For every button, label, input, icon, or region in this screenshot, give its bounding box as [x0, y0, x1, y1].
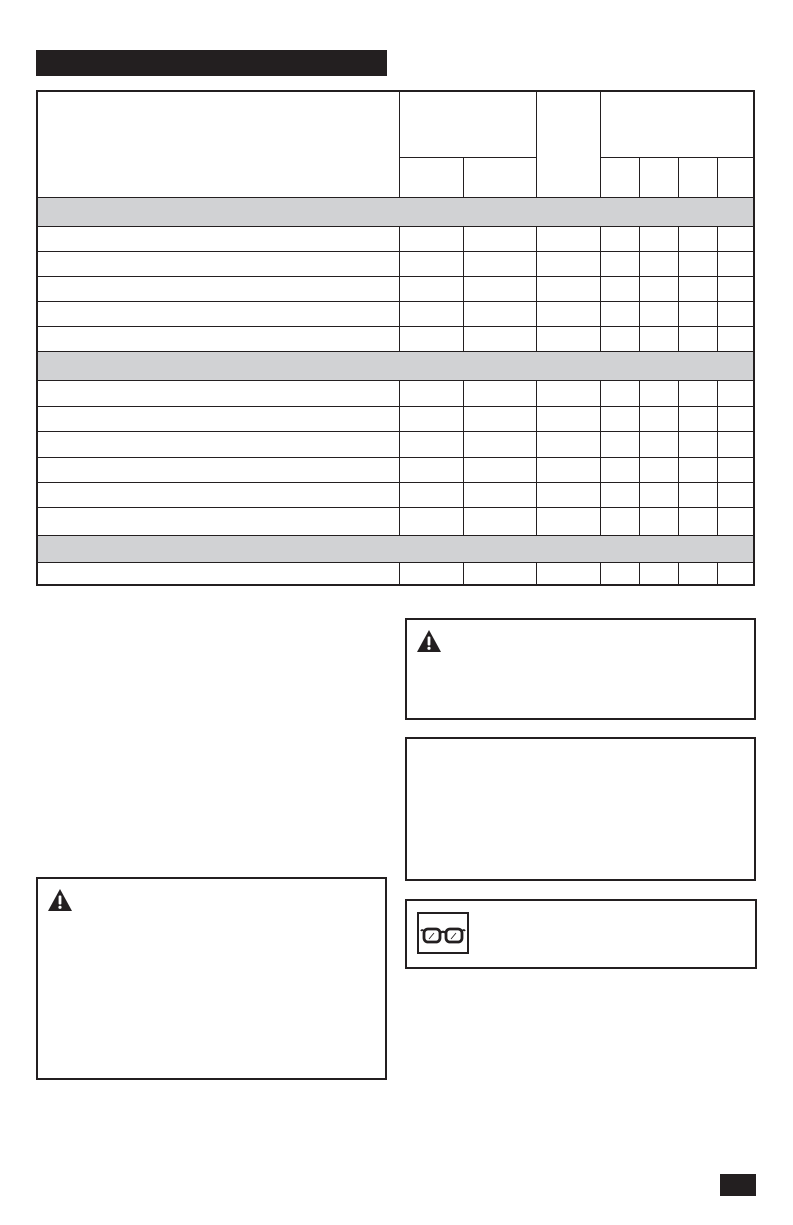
row-rule: [38, 431, 753, 432]
table-row: [38, 507, 753, 535]
column-rule: [536, 226, 537, 351]
column-rule: [639, 380, 640, 535]
left-body-text-column: [36, 605, 387, 865]
column-rule: [717, 226, 718, 351]
column-rule: [678, 157, 679, 198]
header-subdivider: [600, 157, 753, 158]
warning-box-right: [405, 618, 756, 720]
column-rule: [600, 562, 601, 584]
column-rule: [600, 226, 601, 351]
table-row: [38, 380, 753, 406]
column-rule: [717, 562, 718, 584]
notice-box: [405, 737, 756, 881]
table-row: [38, 457, 753, 482]
column-rule: [600, 92, 601, 198]
table-row: [38, 431, 753, 457]
table-row: [38, 482, 753, 507]
column-rule: [536, 380, 537, 535]
table-row: [38, 301, 753, 326]
section-band-1: [38, 197, 753, 226]
column-rule: [678, 380, 679, 535]
column-rule: [399, 380, 400, 535]
row-rule: [38, 380, 753, 381]
column-rule: [639, 226, 640, 351]
eye-protection-box: [405, 899, 757, 969]
row-rule: [38, 326, 753, 327]
table-header-group-b: [600, 92, 753, 157]
warning-triangle-icon: [47, 888, 73, 912]
column-rule: [678, 226, 679, 351]
section-band-3: [38, 535, 753, 562]
column-rule: [536, 562, 537, 584]
row-rule: [38, 507, 753, 508]
table-row: [38, 406, 753, 431]
column-rule: [536, 92, 537, 198]
column-rule: [717, 380, 718, 535]
column-rule: [399, 226, 400, 351]
table-header-single-column: [536, 92, 600, 197]
table-row: [38, 226, 753, 251]
section-band-2: [38, 351, 753, 380]
table-row: [38, 326, 753, 351]
column-rule: [678, 562, 679, 584]
section-title-bar: [36, 50, 387, 76]
table-header-task-cell: [38, 92, 399, 197]
column-rule: [717, 157, 718, 198]
page-number-block: [720, 1174, 756, 1196]
column-rule: [399, 92, 400, 198]
safety-glasses-icon: [419, 914, 467, 952]
column-rule: [639, 157, 640, 198]
column-rule: [600, 380, 601, 535]
eye-protection-tile: [417, 912, 469, 954]
table-header-group-a: [399, 92, 536, 157]
table-row: [38, 251, 753, 276]
column-rule: [639, 562, 640, 584]
header-subdivider: [399, 157, 536, 158]
warning-triangle-icon: [416, 629, 442, 653]
header-bottom-rule: [38, 197, 753, 198]
row-rule: [38, 276, 753, 277]
row-rule: [38, 301, 753, 302]
column-rule: [463, 562, 464, 584]
table-row: [38, 562, 753, 584]
column-rule: [463, 380, 464, 535]
warning-box-left: [36, 877, 387, 1080]
table-row: [38, 276, 753, 301]
column-rule: [463, 157, 464, 198]
column-rule: [399, 562, 400, 584]
row-rule: [38, 457, 753, 458]
row-rule: [38, 406, 753, 407]
row-rule: [38, 351, 753, 352]
row-rule: [38, 562, 753, 563]
row-rule: [38, 535, 753, 536]
column-rule: [463, 226, 464, 351]
row-rule: [38, 251, 753, 252]
row-rule: [38, 226, 753, 227]
maintenance-schedule-table: [36, 90, 755, 586]
row-rule: [38, 482, 753, 483]
